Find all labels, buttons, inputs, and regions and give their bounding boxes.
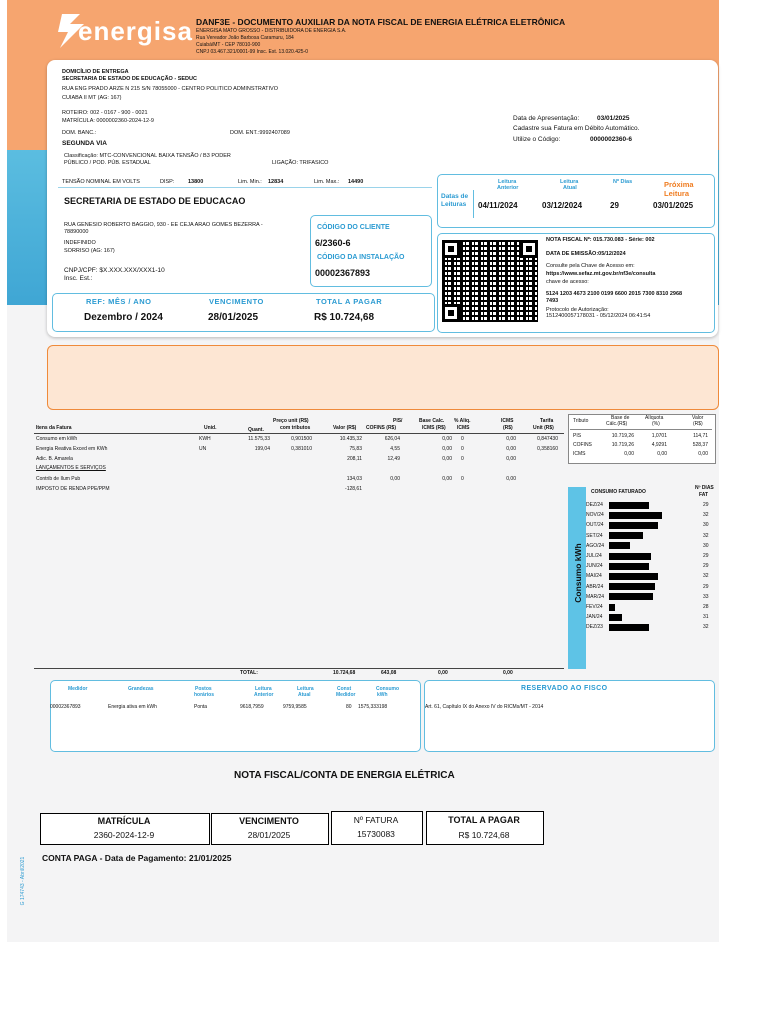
col-icms-2: (R$): [503, 425, 513, 431]
classificacao-1: Classificação: MTC-CONVENCIONAL BAIXA TENSÃO / B3 PODER: [64, 153, 231, 159]
item-tarifa: 0,358160: [537, 446, 558, 452]
item-base: 0,00: [442, 436, 452, 442]
item-base: 0,00: [442, 456, 452, 462]
col-aliq-2: ICMS: [457, 425, 470, 431]
consumo-dias: 32: [703, 573, 709, 580]
consumo-month-label: SET/24: [586, 532, 603, 539]
leitura-dias: 29: [610, 201, 619, 210]
client-city: CUIABA II MT (AG: 167): [62, 95, 122, 101]
item-valor: -128,61: [345, 486, 362, 492]
item-quant: 199,04: [254, 446, 270, 452]
consumo-bar: [609, 502, 649, 509]
nota-chave-2: 7493: [546, 298, 559, 304]
med-atual: 9759,9585: [283, 704, 307, 710]
leitura-atual: 03/12/2024: [542, 201, 583, 210]
item-name: Consumo em kWh: [36, 436, 78, 442]
item-valor: 134,03: [346, 476, 362, 482]
tensao-min-label: Lim. Min.:: [238, 179, 262, 185]
fisco-text: Art. 61, Capítulo IX do Anexo IV do RICMs/MT - 2014: [425, 704, 544, 710]
consumo-bar: [609, 614, 622, 621]
tributo-name: PIS: [573, 433, 582, 439]
tensao-max: 14490: [348, 179, 364, 185]
col-valor: Valor (R$): [333, 425, 357, 431]
items-total-label: TOTAL:: [240, 670, 258, 676]
trib-col-aliq-2: (%): [652, 421, 660, 427]
consumo-bar: [609, 583, 655, 590]
side-code: G 174743 - Abril/2021: [20, 856, 26, 906]
item-preco: 0,381010: [291, 446, 312, 452]
nota-url: https://www.sefaz.mt.gov.br/nf3e/consulta: [546, 271, 656, 277]
trib-col-base-2: Cálc.(R$): [606, 421, 628, 427]
tensao-divider: [58, 187, 432, 188]
col-unid: Unid.: [204, 425, 217, 431]
tensao-max-label: Lim. Max.:: [314, 179, 340, 185]
col-aliq-1: % Alíq.: [454, 418, 471, 424]
data-apresentacao-label: Data de Apresentação:: [513, 115, 580, 122]
client-name: SECRETARIA DE ESTADO DE EDUCAÇÃO - SEDUC: [62, 76, 197, 82]
consumo-month-label: JUL/24: [586, 553, 602, 559]
item-pis: 626,04: [384, 436, 400, 442]
total-label: TOTAL A PAGAR: [316, 297, 383, 306]
company-ids: CNPJ 03.467.321/0001-99 Insc. Est. 13.020.425-0: [196, 49, 309, 55]
trib-col-valor-1: Valor: [692, 415, 704, 421]
consumo-bar: [609, 624, 649, 631]
logo-text: energisa: [78, 16, 193, 46]
item-icms: 0,00: [506, 436, 516, 442]
classificacao-2: PÚBLICO / POD. PÚB. ESTADUAL: [64, 160, 151, 166]
roteiro: ROTEIRO: 002 - 0167 - 900 - 0021: [62, 110, 148, 116]
consumo-dias: 29: [703, 502, 709, 508]
dom-ent: DOM. ENT.:9992407089: [230, 130, 290, 136]
company-address2: Cuiabá/MT - CEP 78010-900: [196, 42, 261, 48]
codigo-cliente: 6/2360-6: [315, 238, 351, 248]
consumo-month-label: JAN/24: [586, 614, 603, 621]
codigo-instalacao-label: CÓDIGO DA INSTALAÇÃO: [317, 254, 405, 261]
segunda-via: SEGUNDA VIA: [62, 140, 107, 147]
leituras-label-2: Leituras: [441, 201, 467, 208]
col-tarifa-2: Unit (R$): [533, 425, 554, 431]
item-name: Contrib de Ilum Pub: [36, 476, 81, 482]
nota-numero: NOTA FISCAL Nº: 015.730.083 - Série: 002: [546, 237, 655, 243]
consumo-dias: 30: [703, 522, 709, 529]
matricula: MATRÍCULA: 0000002360-2024-12-9: [62, 118, 154, 124]
col-preco-1: Preço unit (R$): [273, 418, 309, 424]
leituras-divider: [473, 190, 474, 218]
company-name: ENERGISA MATO GROSSO - DISTRIBUIDORA DE ENERGIA S.A.: [196, 28, 347, 34]
footer-fatura-label: Nº FATURA: [353, 815, 399, 825]
tensao-disp-label: DISP:: [160, 179, 175, 185]
codigo-debito: 0000002360-6: [590, 136, 632, 143]
consumer-insc: Insc. Est.:: [64, 275, 93, 282]
consumo-month-label: DEZ/24: [586, 502, 603, 508]
trib-col-aliq-1: Alíquota: [645, 415, 664, 421]
proxima-leitura: 03/01/2025: [653, 201, 694, 210]
venc-value: 28/01/2025: [208, 312, 259, 323]
item-valor: 75,83: [349, 446, 362, 452]
med-col-atu-1: Leitura: [297, 686, 314, 692]
item-aliq: 0: [461, 456, 464, 462]
item-pis: 12,49: [387, 456, 400, 462]
trib-col-base-1: Base de: [611, 415, 630, 421]
tributo-base: 10.719,26: [611, 433, 634, 439]
item-name: Energia Reativa Exced em KWh: [36, 446, 108, 452]
items-header-line: [34, 433, 564, 434]
consumo-bar: [609, 573, 658, 580]
consumo-month-label: MAR/24: [586, 593, 605, 600]
med-anterior: 9618,7959: [240, 704, 264, 710]
med-grandezas: Energia ativa em kWh: [108, 704, 157, 710]
med-col-grandezas: Grandezas: [128, 686, 154, 692]
med-postos: Ponta: [194, 704, 208, 710]
consumo-month-label: DEZ/23: [586, 624, 603, 631]
consumo-dias: 33: [703, 593, 709, 600]
item-pis: 0,00: [390, 476, 400, 482]
consumo-bar: [609, 553, 651, 560]
med-col-consumo-2: kWh: [377, 692, 388, 698]
consumo-dias: 29: [703, 583, 709, 590]
items-total-base: 0,00: [438, 670, 448, 676]
consumer-addr3: INDEFINIDO: [64, 240, 96, 246]
col-tarifa-1: Tarifa: [540, 418, 554, 424]
consumer-addr4: SORRISO (AG: 167): [64, 248, 115, 254]
med-col-postos-1: Postos: [195, 686, 212, 692]
footer-title: NOTA FISCAL/CONTA DE ENERGIA ELÉTRICA: [234, 770, 455, 781]
data-apresentacao: 03/01/2025: [597, 115, 630, 122]
col-pis-2: COFINS (R$): [366, 425, 396, 431]
tributo-valor: 0,00: [698, 451, 708, 457]
item-preco: 0,901500: [291, 436, 312, 442]
consumo-dias: 29: [703, 563, 709, 570]
dom-banc: DOM. BANC.:: [62, 130, 97, 136]
message-box: [47, 345, 719, 410]
consumo-dias: 31: [703, 614, 709, 621]
nota-consulte: Consulte pela Chave de Acesso em:: [546, 263, 635, 269]
consumo-title: CONSUMO FATURADO: [591, 489, 646, 495]
col-item: Itens da Fatura: [36, 425, 72, 431]
client-address: RUA ENG PRADO ARZE N 215 S/N 78055000 - CENTRO POLITICO ADMINSTRATIVO: [62, 86, 278, 92]
col-preco-2: com tributos: [280, 425, 311, 431]
footer-venc: 28/01/2025: [247, 830, 291, 840]
consumer-addr2: 78890000: [64, 229, 89, 235]
leitura-atual-label-2: Atual: [563, 185, 577, 191]
items-total-line: [34, 668, 564, 669]
item-icms: 0,00: [506, 476, 516, 482]
consumo-bar: [609, 593, 653, 600]
item-base: 0,00: [442, 446, 452, 452]
tributo-aliq: 4,9291: [651, 442, 667, 448]
consumo-bar: [609, 542, 630, 549]
consumer-addr1: RUA GENESIO ROBERTO BAGGIO, 930 - EE CEJA ARAO GOMES BEZERRA -: [64, 222, 263, 228]
consumo-month-label: FEV/24: [586, 604, 603, 610]
consumo-bar: [609, 512, 662, 519]
footer-total: R$ 10.724,68: [458, 830, 510, 840]
footer-matricula: 2360-2024-12-9: [93, 830, 155, 840]
consumo-dias-label-1: Nº DIAS: [695, 485, 714, 491]
item-unid: KWH: [199, 436, 211, 442]
tributos-header-line: [570, 429, 712, 430]
item-aliq: 0: [461, 446, 464, 452]
item-aliq: 0: [461, 476, 464, 482]
consumo-dias: 32: [703, 532, 709, 539]
consumo-bar: [609, 532, 643, 539]
tensao-label: TENSÃO NOMINAL EM VOLTS: [62, 179, 140, 185]
item-name: Adic. B. Amarela: [36, 456, 73, 462]
consumo-dias: 32: [703, 624, 709, 631]
col-icms-1: ICMS: [501, 418, 514, 424]
item-icms: 0,00: [506, 456, 516, 462]
tributo-aliq: 0,00: [657, 451, 667, 457]
ligacao: LIGAÇÃO: TRIFASICO: [272, 160, 329, 166]
tributo-valor: 528,37: [692, 442, 708, 448]
consumo-dias: 30: [703, 542, 709, 549]
nota-chave-label: chave de acesso:: [546, 279, 589, 285]
item-name: LANÇAMENTOS E SERVIÇOS: [36, 465, 106, 471]
med-col-atu-2: Atual: [298, 692, 311, 698]
dias-label: Nº Dias: [613, 179, 633, 185]
consumo-bar: [609, 604, 615, 611]
medidor-box: [50, 680, 421, 752]
med-medidor: 00002367893: [50, 704, 81, 710]
tributo-name: COFINS: [573, 442, 592, 448]
consumer-cnpj: CNPJ/CPF: $X.XXX.XXX/XXX1-10: [64, 267, 165, 274]
med-col-const-1: Const: [337, 686, 352, 692]
item-icms: 0,00: [506, 446, 516, 452]
item-base: 0,00: [442, 476, 452, 482]
energisa-logo: [56, 10, 193, 52]
consumo-dias: 32: [703, 512, 709, 519]
codigo-cliente-label: CÓDIGO DO CLIENTE: [317, 224, 390, 231]
consumo-month-label: ABR/24: [586, 583, 604, 590]
med-col-ant-1: Leitura: [255, 686, 272, 692]
col-quant: Quant.: [248, 427, 264, 433]
nota-protocolo-1: Protocolo de Autorização:: [546, 307, 609, 313]
items-total-pis: 643,08: [381, 670, 397, 676]
item-unid: UN: [199, 446, 207, 452]
consumo-dias: 28: [703, 604, 709, 610]
fisco-title: RESERVADO AO FISCO: [521, 685, 608, 692]
codigo-instalacao: 00002367893: [315, 268, 371, 278]
debito-automatico: Cadastre sua Fatura em Débito Automático.: [513, 125, 640, 132]
med-const: 80: [346, 704, 352, 710]
med-consumo: 1575,333198: [358, 704, 388, 710]
ref-label: REF: MÊS / ANO: [86, 297, 152, 306]
leituras-label-1: Datas de: [441, 193, 469, 200]
footer-fatura: 15730083: [357, 829, 395, 839]
venc-label: VENCIMENTO: [209, 297, 264, 306]
tributo-valor: 114,71: [693, 433, 708, 439]
item-tarifa: 0,847430: [537, 436, 558, 442]
consumo-month-label: NOV/24: [586, 512, 604, 519]
med-col-medidor: Medidor: [68, 686, 88, 692]
med-col-const-2: Medidor: [336, 692, 356, 698]
med-col-ant-2: Anterior: [254, 692, 274, 698]
consumo-dias: 29: [703, 553, 709, 559]
consumo-month-label: JUN/24: [586, 563, 603, 570]
doc-title: DANF3E - DOCUMENTO AUXILIAR DA NOTA FISCAL DE ENERGIA ELÉTRICA ELETRÔNICA: [196, 17, 566, 27]
item-quant: 11.575,33: [248, 436, 270, 442]
company-address1: Rua Vereador João Barbosa Caramuru, 184: [196, 35, 294, 41]
tributo-aliq: 1,0701: [651, 433, 667, 439]
conta-paga: CONTA PAGA - Data de Pagamento: 21/01/2025: [42, 853, 232, 863]
leitura-atual-label-1: Leitura: [560, 179, 579, 185]
item-valor: 208,11: [347, 456, 362, 462]
trib-col-tributo: Tributo: [573, 418, 589, 424]
tensao-min: 12834: [268, 179, 284, 185]
consumo-month-label: OUT/24: [586, 522, 604, 529]
total-value: R$ 10.724,68: [314, 312, 375, 323]
footer-matricula-label: MATRÍCULA: [97, 816, 151, 826]
leitura-anterior: 04/11/2024: [478, 201, 518, 210]
col-base-2: ICMS (R$): [422, 425, 446, 431]
leitura-anterior-label-1: Leitura: [498, 179, 517, 185]
item-valor: 10.435,32: [339, 436, 362, 442]
consumo-side-label: Consumo kWh: [573, 543, 583, 603]
items-total-valor: 10.724,68: [333, 670, 356, 676]
footer-venc-label: VENCIMENTO: [239, 816, 299, 826]
nota-emissao: DATA DE EMISSÃO:05/12/2024: [546, 251, 626, 257]
tributo-name: ICMS: [573, 451, 586, 457]
leitura-anterior-label-2: Anterior: [497, 185, 519, 191]
consumo-month-label: AGO/24: [586, 542, 605, 549]
proxima-leitura-label-1: Próxima: [664, 180, 694, 189]
tensao-disp: 13800: [188, 179, 204, 185]
med-col-consumo-1: Consumo: [376, 686, 400, 692]
ref-value: Dezembro / 2024: [84, 312, 163, 323]
tributo-base: 0,00: [624, 451, 634, 457]
trib-col-valor-2: (R$): [693, 421, 703, 427]
consumo-month-label: MAI/24: [586, 573, 602, 580]
nota-chave-1: 5124 1203 4673 2100 0199 6600 2015 7300 8310 2968: [546, 291, 683, 297]
consumo-bar: [609, 563, 649, 570]
consumo-dias-label-2: FAT: [699, 492, 709, 498]
consumer-name: SECRETARIA DE ESTADO DE EDUCACAO: [64, 196, 246, 206]
footer-total-label: TOTAL A PAGAR: [448, 815, 520, 825]
item-pis: 4,55: [390, 446, 400, 452]
item-aliq: 0: [461, 436, 464, 442]
qr-code: [442, 240, 538, 322]
col-pis-1: PIS/: [393, 418, 403, 424]
consumo-bar: [609, 522, 658, 529]
tributo-base: 10.719,26: [611, 442, 634, 448]
items-total-icms: 0,00: [503, 670, 513, 676]
proxima-leitura-label-2: Leitura: [664, 189, 690, 198]
item-name: IMPOSTO DE RENDA PPE/PPM: [36, 486, 110, 492]
med-col-postos-2: horários: [194, 692, 215, 698]
codigo-label: Utilize o Código:: [513, 136, 561, 143]
nota-protocolo-2: 1512400057178031 - 05/12/2024 06:41:54: [546, 313, 651, 319]
domicilio-label: DOMICÍLIO DE ENTREGA: [62, 69, 129, 75]
col-base-1: Base Calc.: [419, 418, 445, 424]
